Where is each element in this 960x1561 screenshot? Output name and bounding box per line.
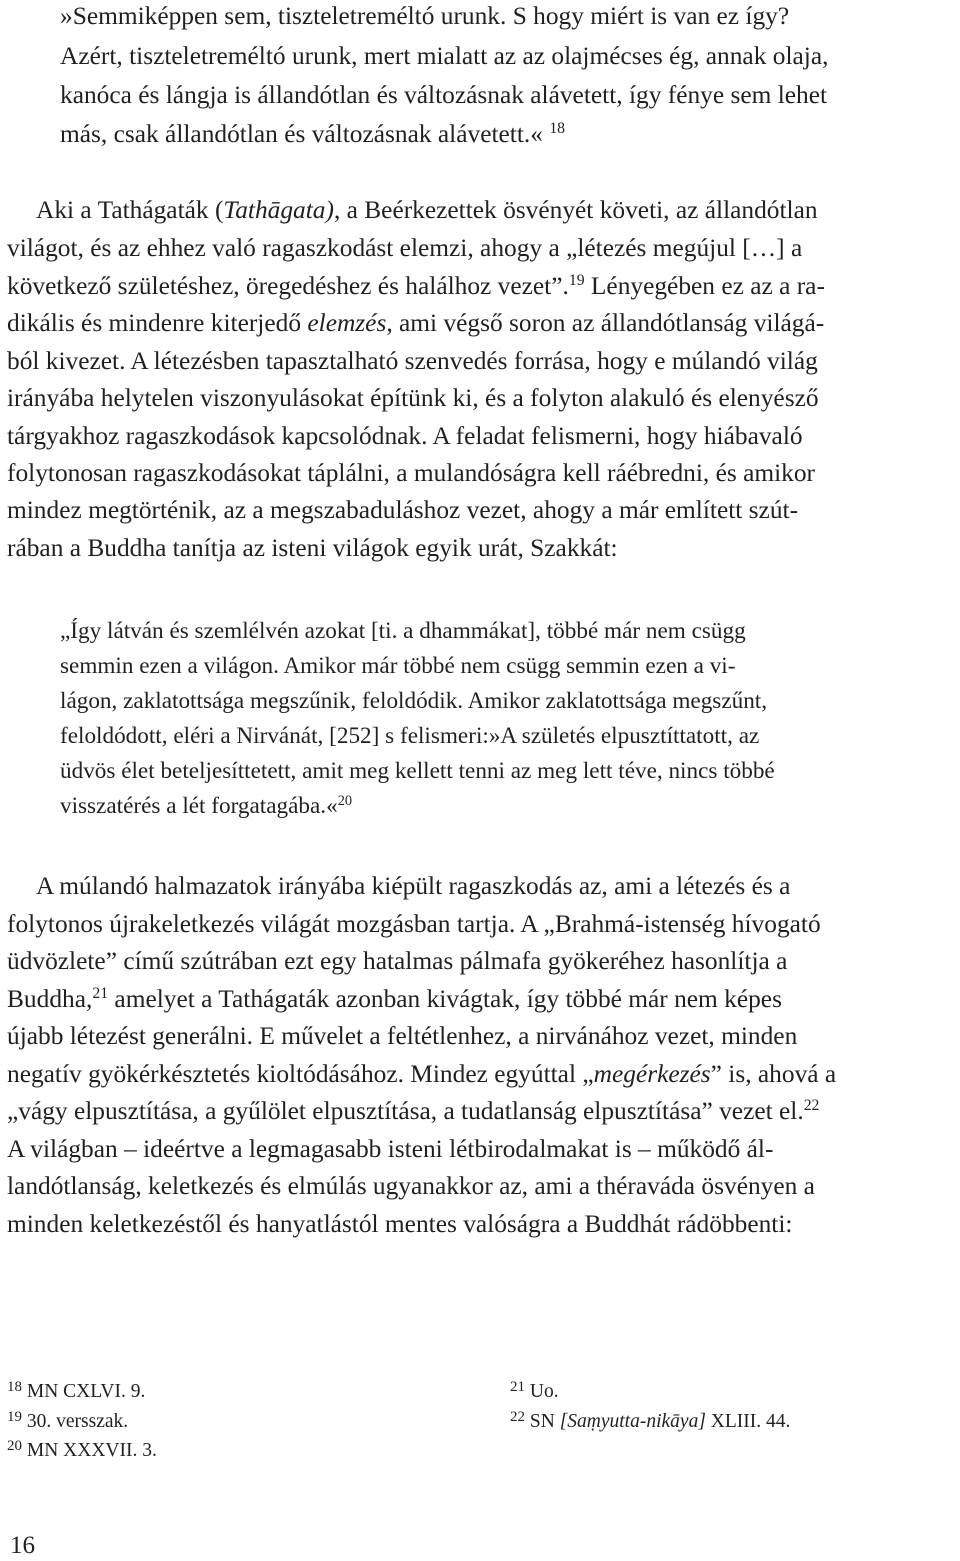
text-line: folytonosan ragaszkodásokat táplálni, a mulandóságra kell ráébredni, és amikor	[7, 459, 815, 487]
text-line: Azért, tiszteletreméltó urunk, mert mialatt az az olajmécses ég, annak olaja,	[60, 42, 829, 70]
quote-line: „Így látván és szemlélvén azokat [ti. a dhammákat], többé már nem csügg	[60, 618, 746, 644]
text-line: »Semmiképpen sem, tiszteletreméltó urunk. S hogy miért is van ez így?	[60, 2, 790, 30]
text-line: A múlandó halmazatok irányába kiépült ragaszkodás az, ami a létezés és a	[36, 872, 791, 900]
footnote-19: $^{19}$ 30. versszak.	[7, 1409, 129, 1432]
text-line: mindez megtörténik, az a megszabaduláshoz vezet, ahogy a már említett szút-	[7, 496, 799, 524]
text-line: Buddha,$^{21}$ amelyet a Tathágaták azonban kivágtak, így többé már nem képes	[7, 985, 782, 1013]
footnote-ref[interactable]: 21	[92, 985, 109, 1003]
footnote-18: $^{18}$ MN CXLVI. 9.	[7, 1379, 146, 1402]
text-line: üdvözlete” című szútrában ezt egy hatalmas pálmafa gyökeréhez hasonlítja a	[7, 947, 788, 975]
footnote-ref[interactable]: 18	[549, 120, 566, 138]
footnote-ref[interactable]: 20	[337, 793, 353, 810]
text-line: következő születéshez, öregedéshez és halálhoz vezet”.$^{19}$ Lényegében ez az a ra-	[7, 272, 825, 300]
text-line: kanóca és lángja is állandótlan és változásnak alávetett, így fénye sem lehet	[60, 81, 828, 109]
text-line: landótlanság, keletkezés és elmúlás ugyanakkor az, ami a théraváda ösvényen a	[7, 1172, 815, 1200]
quote-line: visszatérés a lét forgatagába.«$^{20}$	[60, 793, 353, 819]
quote-line: lágon, zaklatottsága megszűnik, feloldódik. Amikor zaklatottsága megszűnt,	[60, 688, 768, 714]
text-line: negatív gyökérkésztetés kioltódásához. Mindez egyúttal „megérkezés” is, ahová a	[7, 1060, 837, 1088]
text-line: Aki a Tathágaták (Tathāgata), a Beérkezettek ösvényét követi, az állandótlan	[36, 196, 818, 224]
footnote-ref[interactable]: 22	[803, 1097, 820, 1115]
footnote-21: $^{21}$ Uo.	[510, 1379, 559, 1402]
page-number: 16	[10, 1532, 35, 1559]
text-line: folytonos újrakeletkezés világát mozgásban tartja. A „Brahmá-istenség hívogató	[7, 910, 821, 938]
quote-line: semmin ezen a világon. Amikor már többé nem csügg semmin ezen a vi-	[60, 653, 736, 679]
text-line: minden keletkezéstől és hanyatlástól mentes valóságra a Buddhát rádöbbenti:	[7, 1210, 793, 1238]
footnote-20: $^{20}$ MN XXXVII. 3.	[7, 1438, 157, 1461]
text-line: rában a Buddha tanítja az isteni világok egyik urát, Szakkát:	[7, 534, 618, 562]
text-line: dikális és mindenre kiterjedő elemzés, ami végső soron az állandótlanság világá-	[7, 309, 825, 337]
quote-line: üdvös élet beteljesíttetett, amit meg kellett tenni az meg lett téve, nincs többé	[60, 758, 775, 784]
text-line: világot, és az ehhez való ragaszkodást elemzi, ahogy a „létezés megújul […] a	[7, 234, 803, 262]
footnote-ref[interactable]: 19	[568, 272, 585, 290]
text-line: irányába helytelen viszonyulásokat építünk ki, és a folyton alakuló és elenyésző	[7, 384, 819, 412]
quote-line: feloldódott, eléri a Nirvánát, [252] s felismeri:»A születés elpusztíttatott, az	[60, 723, 760, 749]
text-line: más, csak állandótlan és változásnak alávetett.« $^{18}$	[60, 120, 566, 148]
text-line: ból kivezet. A létezésben tapasztalható szenvedés forrása, hogy e múlandó világ	[7, 347, 818, 375]
text-line: újabb létezést generálni. E művelet a feltétlenhez, a nirvánához vezet, minden	[7, 1022, 798, 1050]
footnote-22: $^{22}$ SN [Saṃyutta-nikāya] XLIII. 44.	[510, 1409, 791, 1432]
text-line: „vágy elpusztítása, a gyűlölet elpusztítása, a tudatlanság elpusztítása” vezet el.$^{22}$	[7, 1097, 820, 1125]
text-line: tárgyakhoz ragaszkodások kapcsolódnak. A feladat felismerni, hogy hiábavaló	[7, 422, 803, 450]
text-line: A világban – ideértve a legmagasabb isteni létbirodalmakat is – működő ál-	[7, 1135, 774, 1163]
